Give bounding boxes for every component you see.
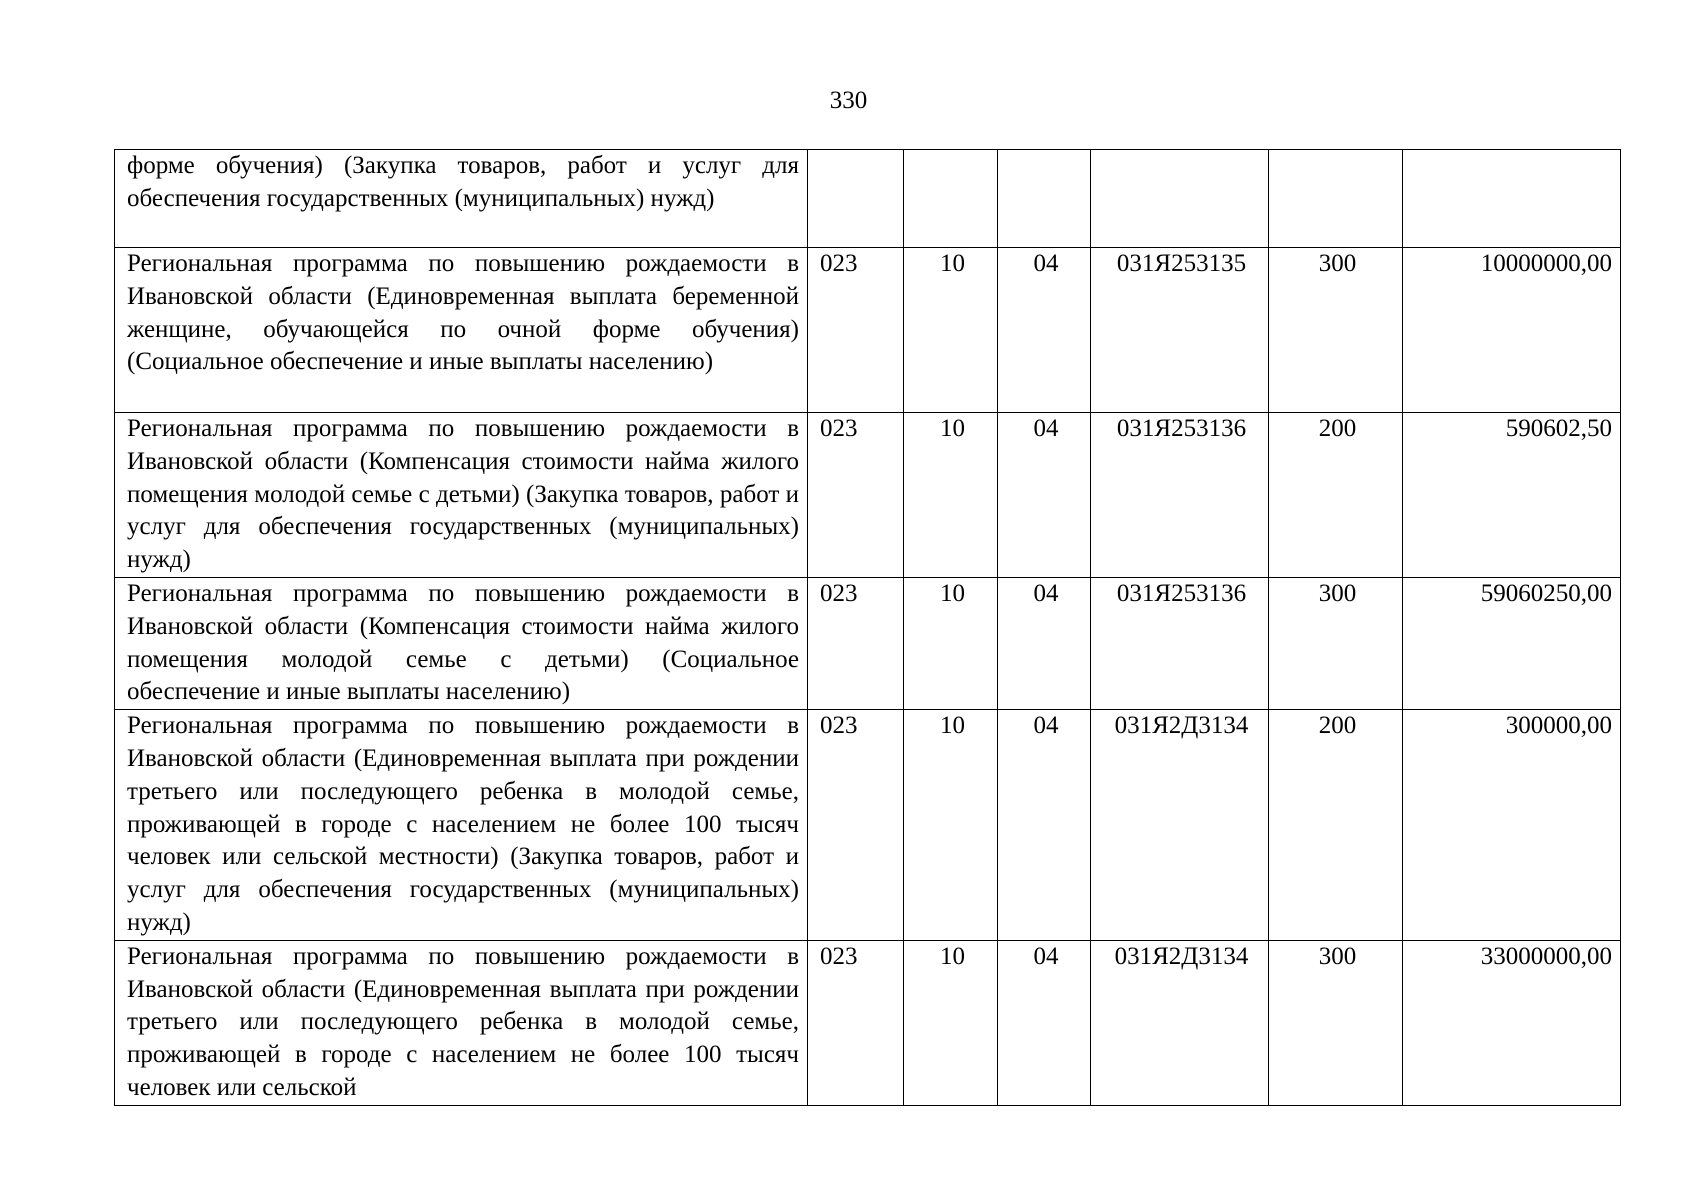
row-expense-type: 200 — [1269, 413, 1403, 578]
row-amount — [1403, 150, 1621, 248]
row-amount: 10000000,00 — [1403, 248, 1621, 413]
row-expense-type: 300 — [1269, 248, 1403, 413]
row-section-code: 10 — [904, 413, 998, 578]
row-ministry-code: 023 — [808, 248, 904, 413]
row-amount: 59060250,00 — [1403, 578, 1621, 710]
row-target-article: 031Я253136 — [1091, 578, 1269, 710]
table-row — [115, 710, 1621, 941]
row-expense-type: 200 — [1269, 710, 1403, 941]
row-ministry-code: 023 — [808, 940, 904, 1105]
row-target-article: 031Я253136 — [1091, 413, 1269, 578]
row-ministry-code: 023 — [808, 710, 904, 941]
row-expense-type — [1269, 150, 1403, 248]
row-ministry-code — [808, 150, 904, 248]
row-description: Региональная программа по повышению рождаемости в Ивановской области (Компенсация стоимости найма жилого помещения молодой семье с детьми) (Закупка товаров, работ и услуг для обеспечения государственных (муниципальных) нужд) — [115, 413, 808, 578]
budget-table — [114, 149, 1621, 1106]
row-subsection-code: 04 — [998, 248, 1091, 413]
row-subsection-code — [998, 150, 1091, 248]
row-target-article — [1091, 150, 1269, 248]
row-ministry-code: 023 — [808, 413, 904, 578]
row-ministry-code: 023 — [808, 578, 904, 710]
row-section-code: 10 — [904, 248, 998, 413]
row-amount: 33000000,00 — [1403, 940, 1621, 1105]
row-amount: 300000,00 — [1403, 710, 1621, 941]
row-description: Региональная программа по повышению рождаемости в Ивановской области (Компенсация стоимости найма жилого помещения молодой семье с детьми) (Социальное обеспечение и иные выплаты населению) — [115, 578, 808, 710]
row-description: Региональная программа по повышению рождаемости в Ивановской области (Единовременная выплата при рождении третьего или последующего ребенка в молодой семье, проживающей в городе с населением не более 100 тысяч человек или сельской местности) (Закупка товаров, работ и услуг для обеспечения государственных (муниципальных) нужд) — [115, 710, 808, 941]
row-description: Региональная программа по повышению рождаемости в Ивановской области (Единовременная выплата беременной женщине, обучающейся по очной форме обучения) (Социальное обеспечение и иные выплаты населению) — [115, 248, 808, 413]
row-section-code: 10 — [904, 578, 998, 710]
table-row — [115, 940, 1621, 1105]
row-description: Региональная программа по повышению рождаемости в Ивановской области (Единовременная выплата при рождении третьего или последующего ребенка в молодой семье, проживающей в городе с населением не более 100 тысяч человек или сельской — [115, 940, 808, 1105]
row-expense-type: 300 — [1269, 578, 1403, 710]
row-target-article: 031Я2Д3134 — [1091, 940, 1269, 1105]
table-row — [115, 248, 1621, 413]
row-target-article: 031Я2Д3134 — [1091, 710, 1269, 941]
row-description: форме обучения) (Закупка товаров, работ и услуг для обеспечения государственных (муниципальных) нужд) — [115, 150, 808, 248]
table-row — [115, 413, 1621, 578]
row-expense-type: 300 — [1269, 940, 1403, 1105]
row-subsection-code: 04 — [998, 578, 1091, 710]
table-row — [115, 578, 1621, 710]
row-subsection-code: 04 — [998, 710, 1091, 941]
row-subsection-code: 04 — [998, 940, 1091, 1105]
row-section-code: 10 — [904, 940, 998, 1105]
page-number: 330 — [829, 87, 868, 114]
row-section-code — [904, 150, 998, 248]
table-row — [115, 150, 1621, 248]
row-subsection-code: 04 — [998, 413, 1091, 578]
row-section-code: 10 — [904, 710, 998, 941]
row-amount: 590602,50 — [1403, 413, 1621, 578]
row-target-article: 031Я253135 — [1091, 248, 1269, 413]
